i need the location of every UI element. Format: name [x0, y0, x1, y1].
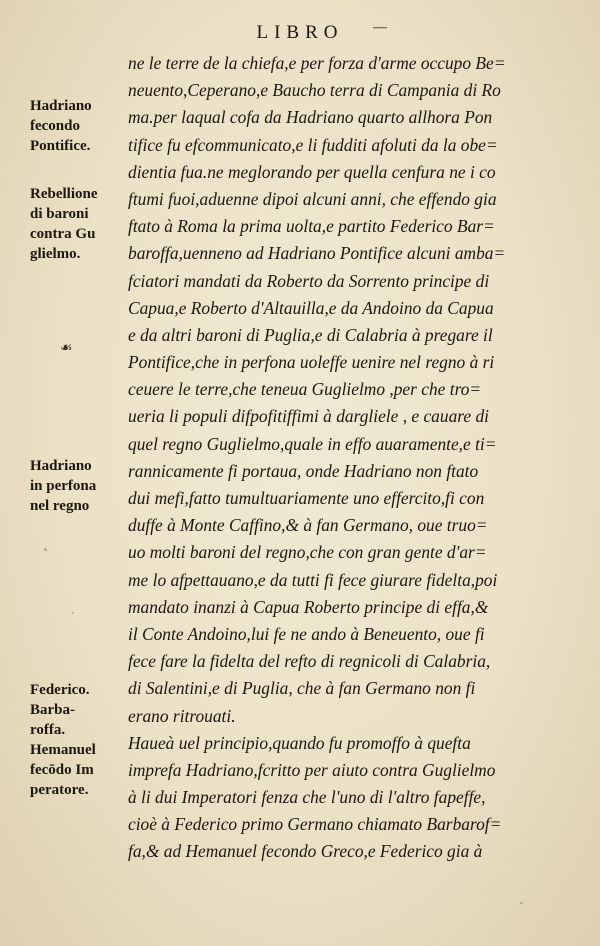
- text-line: imprefa Hadriano,fcritto per aiuto contra Guglielmo: [128, 759, 496, 780]
- text-line: fa,& ad Hemanuel fecondo Greco,e Federico gia à: [128, 841, 483, 862]
- text-line: baroffa,uenneno ad Hadriano Pontifice alcuni amba=: [128, 243, 506, 264]
- text-line: uo molti baroni del regno,che con gran gente d'ar=: [128, 542, 487, 563]
- text-line: dientia fua.ne meglorando per quella cenfura ne i co: [128, 161, 496, 182]
- text-line: dui mefi,fatto tumultuariamente uno effercito,fi con: [128, 488, 485, 508]
- text-line: ftato à Roma la prima uolta,e partito Federico Bar=: [128, 216, 495, 237]
- text-line: duffe à Monte Caffino,& à fan Germano, oue truo=: [128, 515, 488, 536]
- text-line: erano ritrouati.: [128, 705, 236, 726]
- margin-note-line: Hadriano: [30, 458, 92, 474]
- text-line: me lo afpettauano,e da tutti fi fece giurare fidelta,poi: [128, 569, 498, 590]
- header-title: LIBRO: [256, 22, 344, 43]
- text-line: ueria li populi difpofitiffimi à dargliele , e cauare di: [128, 406, 489, 427]
- margin-note-line: Hadriano: [30, 98, 92, 114]
- text-line: tifice fu efcommunicato,e li fudditi afoluti da la obe=: [128, 134, 498, 155]
- paper-speck: [72, 612, 74, 614]
- text-line: ftumi fuoi,aduenne dipoi alcuni anni, che effendo gia: [128, 188, 497, 209]
- margin-note-line: fecondo: [30, 118, 80, 134]
- text-line: ceuere le terre,che teneua Guglielmo ,per che tro=: [128, 379, 482, 400]
- text-line: ne le terre de la chiefa,e per forza d'arme occupo Be=: [128, 53, 506, 73]
- text-line: ma.per laqual cofa da Hadriano quarto allhora Pon: [128, 107, 493, 128]
- text-line: di Salentini,e di Puglia, che à fan Germano non fi: [128, 678, 476, 699]
- margin-note-line: Hemanuel: [30, 742, 96, 758]
- text-line: cioè à Federico primo Germano chiamato Barbarof=: [128, 814, 502, 835]
- main-text-block: [128, 50, 568, 866]
- text-line: Haueà uel principio,quando fu promoffo à quefta: [128, 732, 471, 753]
- running-header: [0, 22, 600, 44]
- text-line: fece fare la fidelta del refto di regnicoli di Calabria,: [128, 651, 491, 672]
- margin-note-line: in perfona: [30, 478, 97, 494]
- text-line: Capua,e Roberto d'Altauilla,e da Andoino da Capua: [128, 297, 494, 318]
- margin-note-line: roffa.: [30, 722, 66, 738]
- margin-note-line: contra Gu: [30, 226, 96, 242]
- margin-note-line: fecōdo Im: [30, 762, 94, 778]
- margin-note-line: di baroni: [30, 206, 89, 222]
- text-line: rannicamente fi portaua, onde Hadriano non ftato: [128, 460, 479, 481]
- margin-note-line: glielmo.: [30, 246, 81, 262]
- margin-note-line: Barba-: [30, 702, 75, 718]
- margin-note-hadriano-secondo: [30, 96, 130, 156]
- margin-note-line: Federico.: [30, 682, 90, 698]
- margin-note-rebellione: [30, 184, 130, 264]
- text-line: il Conte Andoino,lui fe ne ando à Beneuento, oue fi: [128, 623, 485, 644]
- header-mark: —: [373, 20, 387, 35]
- margin-note-hadriano-persona: [30, 456, 130, 516]
- text-line: neuento,Ceperano,e Baucho terra di Campania di Ro: [128, 80, 501, 101]
- text-line: Pontifice,che in perfona uoleffe uenire nel regno à ri: [128, 352, 495, 373]
- text-line: mandato inanzi à Capua Roberto principe di effa,&: [128, 596, 489, 617]
- margin-note-line: nel regno: [30, 498, 90, 514]
- printer-ornament-icon: ☙: [60, 340, 73, 356]
- margin-note-line: Pontifice.: [30, 138, 91, 154]
- margin-note-line: Rebellione: [30, 186, 98, 202]
- text-line: à li dui Imperatori fenza che l'uno di l'altro fapeffe,: [128, 787, 486, 808]
- paper-speck: [44, 548, 47, 551]
- text-line: fciatori mandati da Roberto da Sorrento principe di: [128, 270, 490, 291]
- paper-speck: [520, 902, 523, 904]
- text-line: e da altri baroni di Puglia,e di Calabria à pregare il: [128, 324, 493, 345]
- text-line: quel regno Guglielmo,quale in effo auaramente,e ti=: [128, 433, 497, 454]
- margin-note-line: peratore.: [30, 782, 89, 798]
- margin-note-federico: [30, 680, 130, 800]
